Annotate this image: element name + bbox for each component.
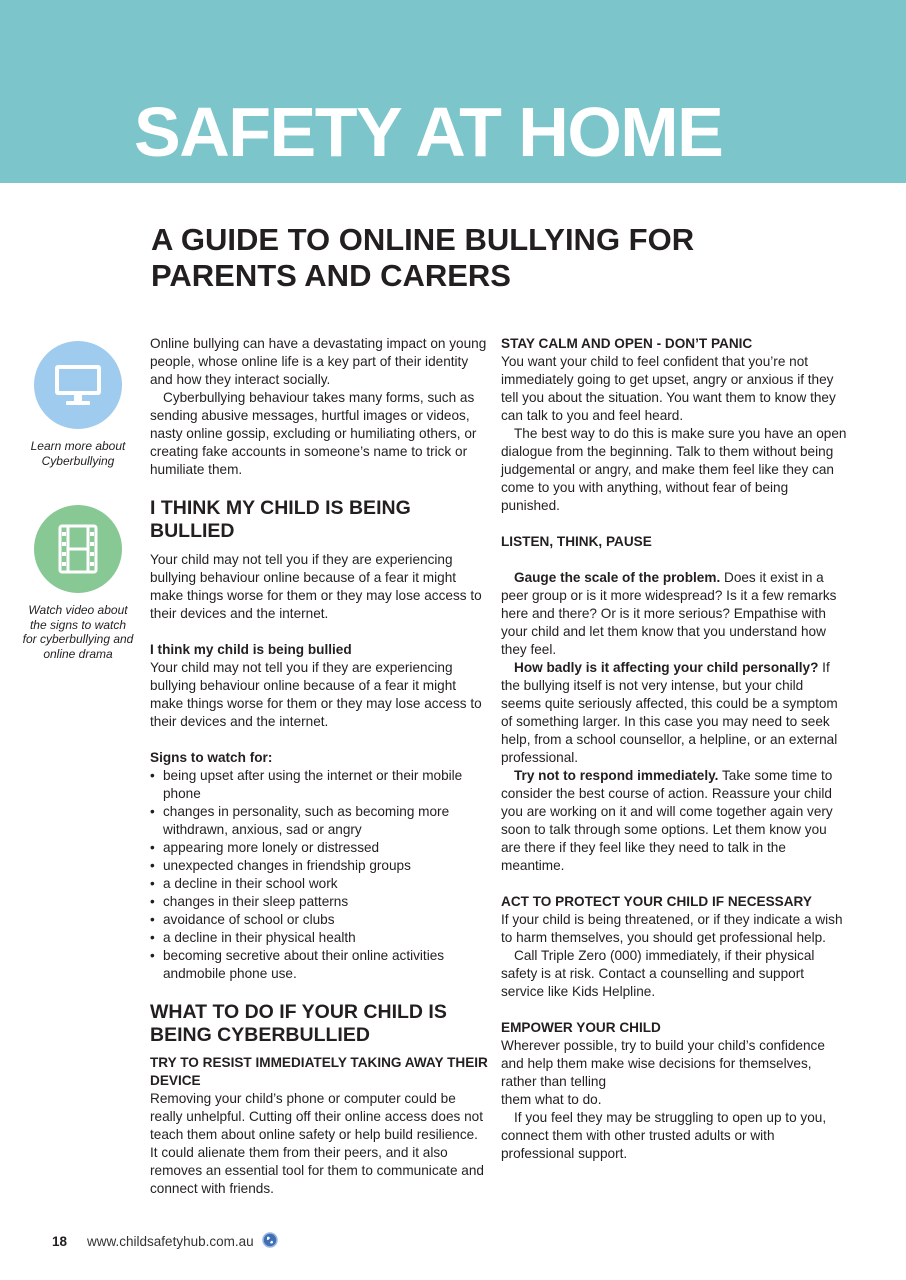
empower-paragraph-1b: them what to do. [501,1092,602,1107]
section-title: SAFETY AT HOME [134,93,723,171]
gauge-paragraph [501,569,847,659]
list-item: • changes in personality, such as becoming more withdrawn, anxious, sad or angry [150,803,488,839]
act-paragraph-1: If your child is being threatened, or if they indicate a wish to harm themselves, you should get professional help. [501,912,843,945]
list-item: • becoming secretive about their online activities andmobile phone use. [150,947,488,983]
heading-child-bullied: I THINK MY CHILD IS BEING BULLIED [150,497,411,542]
list-item: • unexpected changes in friendship groups [150,857,488,875]
respond-text: Take some time to consider the best course of action. Reassure your child you are working on it and will come together again very soon to talk through some options. Let them know you are there if they feel like they need to talk in the meantime. [501,768,833,873]
gauge-text: Does it exist in a peer group or is it more widespread? Is it a few remarks here and there? Or is it more serious? Empathise with your child and let them know that you understand how they feel. [501,570,837,657]
subheading-child-bullied: I think my child is being bullied [150,642,352,657]
badly-paragraph [501,659,847,767]
list-item: • a decline in their school work [150,875,488,893]
page-number: 18 [52,1234,68,1249]
empower-paragraph-2: If you feel they may be struggling to open up to you, connect them with other trusted adults or with professional support. [501,1110,827,1161]
heading-stay-calm: STAY CALM AND OPEN - DON’T PANIC [501,336,753,351]
bullied-paragraph-1: Your child may not tell you if they are experiencing bullying behaviour online because of a fear it might make things worse for them or they may lose access to their devices and the internet. [150,552,482,621]
cyberbullying-caption: Learn more about Cyberbullying [30,439,126,468]
list-item: • avoidance of school or clubs [150,911,488,929]
watch-video-link[interactable] [22,505,134,661]
list-item: • a decline in their physical health [150,929,488,947]
film-strip-icon[interactable] [34,505,122,593]
video-caption: Watch video about the signs to watch for cyberbullying and online drama [22,603,134,661]
intro-paragraph-1: Online bullying can have a devastating impact on young people, whose online life is a key part of their identity and how they interact socially. [150,336,487,387]
badly-lead: How badly is it affecting your child personally? [514,660,819,675]
header-banner [0,0,906,183]
globe-icon [262,1232,278,1251]
list-item: • changes in their sleep patterns [150,893,488,911]
badly-text: If the bullying itself is not very intense, but your child seems quite seriously affected, this could be a symptom of something larger. In this case you may need to seek help, from a school counsellor, a helpline, or an external professional. [501,660,838,765]
left-column [150,335,488,1198]
heading-act-to-protect: ACT TO PROTECT YOUR CHILD IF NECESSARY [501,894,812,909]
signs-list [150,767,488,983]
learn-cyberbullying-link[interactable] [27,341,129,468]
act-paragraph-2: Call Triple Zero (000) immediately, if their physical safety is at risk. Contact a counselling and support service like Kids Helpline. [501,948,815,999]
signs-heading: Signs to watch for: [150,750,273,765]
calm-paragraph-2: The best way to do this is make sure you have an open dialogue from the beginning. Talk to them without being judgemental or angry, and make them feel like they can come to you with anything, without fear of being punished. [501,426,847,513]
heading-what-to-do: WHAT TO DO IF YOUR CHILD IS BEING CYBERBULLIED [150,1001,447,1046]
respond-lead: Try not to respond immediately. [514,768,719,783]
list-item: • being upset after using the internet or their mobile phone [150,767,488,803]
list-item: • appearing more lonely or distressed [150,839,488,857]
right-column [501,335,847,1163]
resist-paragraph: Removing your child’s phone or computer could be really unhelpful. Cutting off their online access does not teach them about online safety or help build resilience. It could alienate them from their peers, and it also removes an essential tool for them to communicate and connect with friends. [150,1091,484,1196]
calm-paragraph-1: You want your child to feel confident that you’re not immediately going to get upset, angry or anxious if they tell you about the situation. You want them to know they can talk to you and feel heard. [501,354,836,423]
page-title: A GUIDE TO ONLINE BULLYING FOR PARENTS AND CARERS [151,222,695,293]
intro-paragraph-2: Cyberbullying behaviour takes many forms, such as sending abusive messages, hurtful images or videos, nasty online gossip, excluding or humiliating others, or creating fake accounts in someone’s name to trick or humiliate them. [150,390,477,477]
heading-resist: TRY TO RESIST IMMEDIATELY TAKING AWAY THEIR DEVICE [150,1055,488,1088]
computer-monitor-icon[interactable] [34,341,122,429]
heading-listen-think-pause: LISTEN, THINK, PAUSE [501,534,652,549]
gauge-lead: Gauge the scale of the problem. [514,570,721,585]
respond-paragraph [501,767,847,875]
heading-empower: EMPOWER YOUR CHILD [501,1020,661,1035]
empower-paragraph-1a: Wherever possible, try to build your child’s confidence and help them make wise decisions for themselves, rather than telling [501,1038,825,1089]
page-footer [52,1232,278,1251]
website-link[interactable]: www.childsafetyhub.com.au [87,1234,254,1249]
bullied-paragraph-2: Your child may not tell you if they are experiencing bullying behaviour online because of a fear it might make things worse for them or they may lose access to their devices and the internet. [150,660,482,729]
